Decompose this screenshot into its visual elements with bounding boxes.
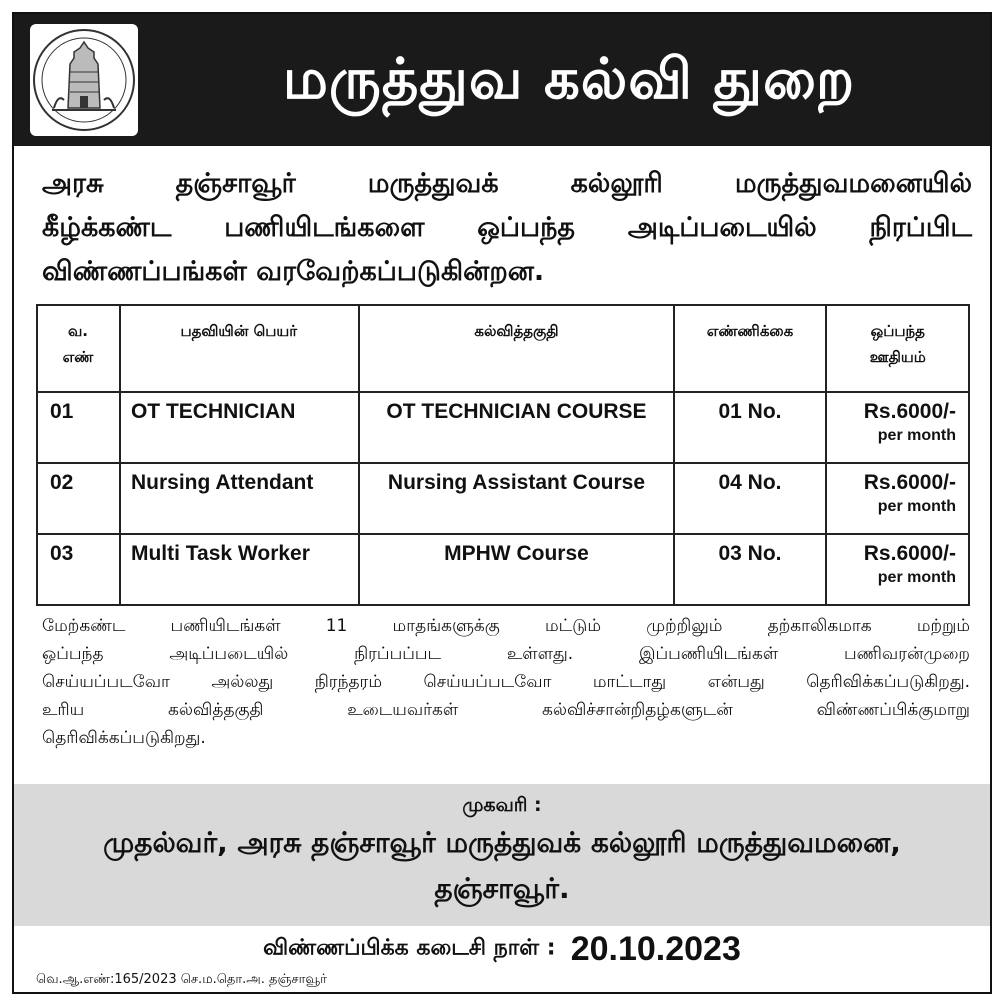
header-post-name: பதவியின் பெயர் [120,305,359,392]
table-header-row [37,305,969,392]
header-banner [14,14,990,146]
salary-amount: Rs.6000/- [863,400,956,423]
header-serial-no [37,305,120,392]
deadline-label: விண்ணப்பிக்க கடைசி நாள் : [263,935,556,961]
row-salary [826,463,969,534]
table-row [37,534,969,605]
address-line1: முதல்வர், அரசு தஞ்சாவூர் மருத்துவக் கல்லூரி மருத்துவமனை, [103,826,901,859]
intro-line: கீழ்க்கண்ட பணியிடங்களை ஒப்பந்த அடிப்படையில் நிரப்பிட [42,212,972,243]
row-serial-no: 01 [37,392,120,463]
salary-period: per month [877,427,956,444]
salary-period: per month [877,498,956,515]
row-salary [826,392,969,463]
header-salary-line2: ஊதியம் [869,348,926,366]
notice-line: செய்யப்படவோ அல்லது நிரந்தரம் செய்யப்படவோ மாட்டாது என்பது தெரிவிக்கப்படுகிறது. [42,672,970,692]
vacancy-table [36,304,970,606]
row-serial-no: 03 [37,534,120,605]
row-post-name: Nursing Attendant [120,463,359,534]
notice-line: ஒப்பந்த அடிப்படையில் நிரப்பப்பட உள்ளது. இப்பணியிடங்கள் பணிவரன்முறை [42,644,970,664]
row-count: 01 No. [674,392,825,463]
intro-paragraph [42,162,972,294]
intro-line: அரசு தஞ்சாவூர் மருத்துவக் கல்லூரி மருத்துவமனையில் [42,168,972,199]
row-post-name: OT TECHNICIAN [120,392,359,463]
notice-line: உரிய கல்வித்தகுதி உடையவர்கள் கல்விச்சான்றிதழ்களுடன் விண்ணப்பிக்குமாறு [42,700,970,720]
header-count: எண்ணிக்கை [674,305,825,392]
header-serial-no-line1: வ. [67,322,89,340]
address-block [14,784,990,926]
deadline-date: 20.10.2023 [570,930,741,968]
header-salary-line1: ஒப்பந்த [870,322,925,340]
deadline-row [14,930,990,969]
row-education: Nursing Assistant Course [359,463,675,534]
salary-amount: Rs.6000/- [863,542,956,565]
notice-line: தெரிவிக்கப்படுகிறது. [42,728,206,748]
address-line2: தஞ்சாவூர். [434,872,570,905]
address-label: முகவரி : [462,794,542,816]
salary-amount: Rs.6000/- [863,471,956,494]
notice-paragraph [42,612,970,752]
page-title: மருத்துவ கல்வி துறை [282,47,856,112]
intro-line: விண்ணப்பங்கள் வரவேற்கப்படுகின்றன. [42,256,545,287]
row-serial-no: 02 [37,463,120,534]
row-education: MPHW Course [359,534,675,605]
reference-number: வெ.ஆ.எண்:165/2023 செ.ம.தொ.அ. தஞ்சாவூர் [36,972,327,987]
header-salary [826,305,969,392]
header-education: கல்வித்தகுதி [359,305,675,392]
row-salary [826,534,969,605]
table-row [37,392,969,463]
header-serial-no-line2: எண் [62,348,94,366]
row-post-name: Multi Task Worker [120,534,359,605]
table-row [37,463,969,534]
row-count: 03 No. [674,534,825,605]
tamil-nadu-emblem-icon [30,24,138,136]
salary-period: per month [877,569,956,586]
row-education: OT TECHNICIAN COURSE [359,392,675,463]
advertisement-frame [12,12,992,994]
notice-line: மேற்கண்ட பணியிடங்கள் 11 மாதங்களுக்கு மட்டும் முற்றிலும் தற்காலிகமாக மற்றும் [42,616,970,636]
row-count: 04 No. [674,463,825,534]
